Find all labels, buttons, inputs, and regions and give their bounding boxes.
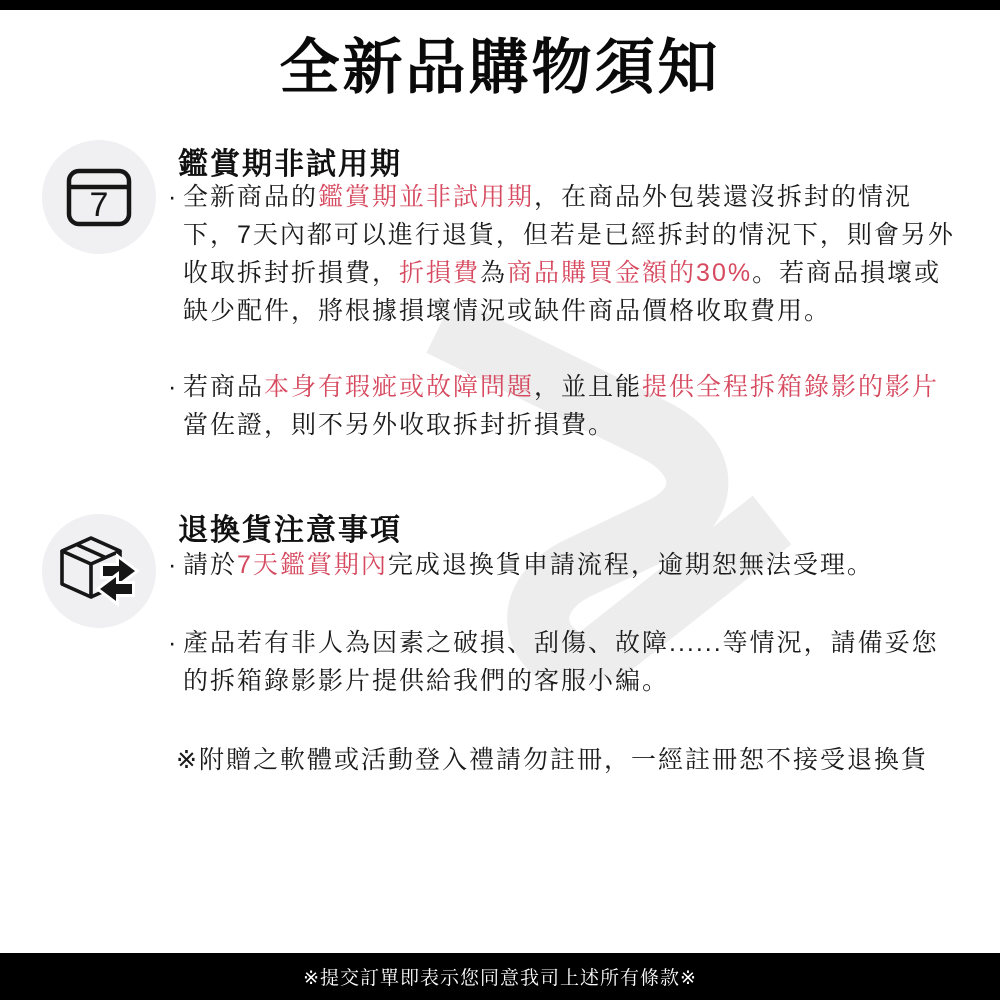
- bullet-return-deadline: [168, 546, 962, 584]
- box-exchange-icon: [42, 514, 156, 628]
- text-segment-red: 折損費: [399, 259, 481, 287]
- bullet-dot: ·: [168, 373, 179, 401]
- bullet-defect-policy: [168, 368, 962, 444]
- section-heading-inspection-period: 鑑賞期非試用期: [178, 148, 402, 181]
- text-segment-red: 商品購買金額的30%: [507, 259, 753, 287]
- text-segment-black: 若商品: [183, 373, 265, 401]
- text-segment-black: 全新商品的: [183, 183, 319, 211]
- text-segment-black: 完成退換貨申請流程，逾期恕無法受理。: [387, 551, 874, 579]
- text-segment-black: 。若商品損壞或缺少配件，將根據損壞情況或缺件商品價格收取費用。: [183, 259, 942, 325]
- footer-terms-text: ※提交訂單即表示您同意我司上述所有條款※: [303, 968, 697, 989]
- text-segment-black: ，在商品外包裝還沒拆封的情況下，7天內都可以進行退貨，但若是已經拆封的情況下，則會另外收取拆封折損費，: [183, 183, 955, 287]
- calendar-7-icon: [42, 140, 156, 254]
- text-segment-black: 當佐證，則不另外收取拆封折損費。: [183, 411, 616, 439]
- text-segment-black: 為: [480, 259, 508, 287]
- bullet-inspection-policy: [168, 178, 962, 330]
- text-segment-red: 鑑賞期並非試用期: [318, 183, 535, 211]
- section-heading-return-exchange: 退換貨注意事項: [178, 514, 402, 547]
- text-segment-black: ，並且能: [534, 373, 643, 401]
- bullet-text: [183, 551, 874, 579]
- bullet-text: [183, 183, 955, 325]
- bullet-dot: ·: [168, 183, 179, 211]
- text-segment-black: 請於: [183, 551, 238, 579]
- text-segment-black: 產品若有非人為因素之破損、刮傷、故障......等情況，請備妥您的拆箱錄影影片提供給我們的客服小編。: [183, 629, 939, 695]
- bullet-text: [183, 629, 939, 695]
- text-segment-red: 7天鑑賞期內: [237, 551, 388, 579]
- page-title: 全新品購物須知: [279, 34, 721, 101]
- footer-terms-bar: [0, 953, 1000, 1000]
- calendar-day-number: 7: [89, 186, 109, 224]
- bullet-damage-video: [168, 624, 962, 700]
- text-segment-red: 本身有瑕疵或故障問題: [264, 373, 535, 401]
- bullet-dot: ·: [168, 629, 179, 657]
- bullet-text: [183, 373, 939, 439]
- registration-warning-note: ※附贈之軟體或活動登入禮請勿註冊，一經註冊恕不接受退換貨: [176, 746, 928, 774]
- bullet-dot: ·: [168, 551, 179, 579]
- top-black-bar: [0, 0, 1000, 10]
- text-segment-red: 提供全程拆箱錄影的影片: [642, 373, 940, 401]
